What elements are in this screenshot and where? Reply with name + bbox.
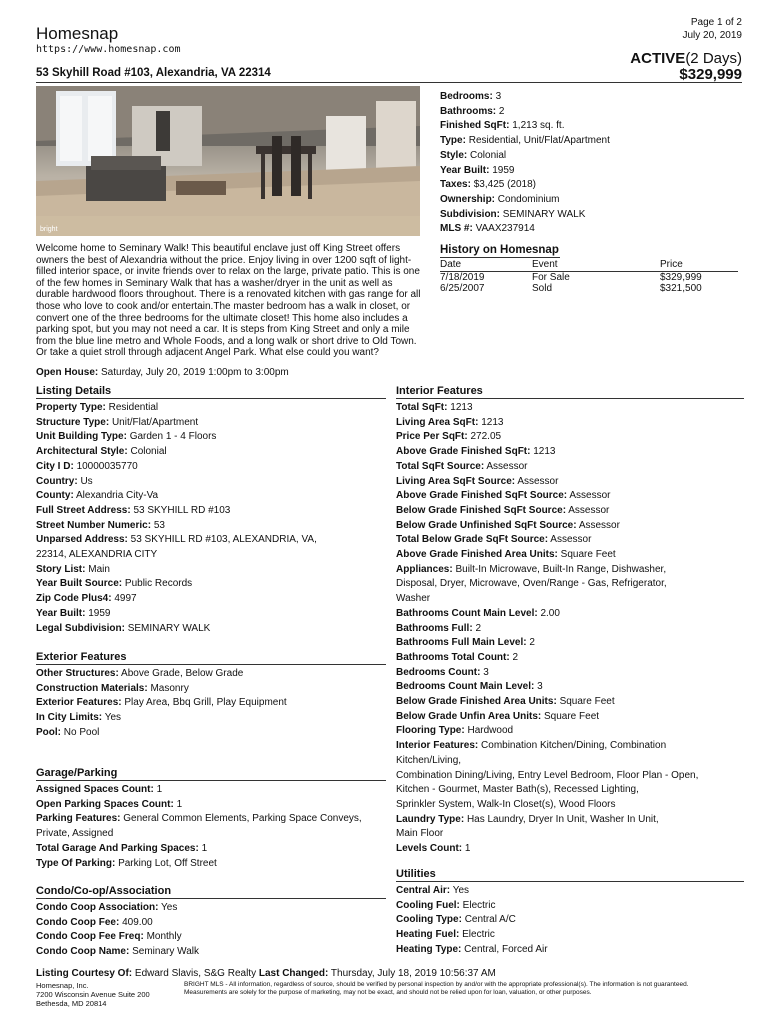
detail-value: SEMINARY WALK [502, 208, 586, 220]
detail-value: 22314, ALEXANDRIA CITY [36, 549, 158, 561]
page-info [683, 16, 743, 42]
utilities-section [396, 868, 744, 958]
detail-row [36, 667, 386, 682]
detail-row [396, 769, 744, 784]
last-changed-label: Last Changed: [258, 968, 329, 979]
detail-label: Legal Subdivision: [36, 622, 125, 634]
detail-label: Heating Type: [396, 943, 462, 955]
detail-value: Residential [108, 402, 159, 413]
detail-row [396, 548, 744, 563]
detail-row [36, 622, 386, 637]
detail-value: Assessor [550, 534, 592, 546]
detail-value: Combination Kitchen/Dining, Combination [481, 740, 667, 752]
detail-label: Unparsed Address: [36, 534, 128, 546]
status-days: (2 Days) [685, 50, 742, 67]
detail-value: SEMINARY WALK [127, 622, 211, 634]
detail-label: Below Grade Finished SqFt Source: [396, 504, 567, 516]
open-house-value: Saturday, July 20, 2019 1:00pm to 3:00pm [101, 367, 289, 378]
detail-row [36, 577, 386, 592]
detail-label: Type Of Parking: [36, 857, 116, 869]
utilities-title: Utilities [396, 868, 744, 882]
detail-value: Public Records [124, 578, 193, 590]
detail-value: 3 [495, 91, 502, 102]
detail-row [36, 489, 386, 504]
detail-row [396, 798, 744, 813]
disclaimer-line: BRIGHT MLS - All information, regardless of source, should be verified by personal inspection by and/or with the appropriate professional(s). The information is not guaranteed. [184, 981, 689, 988]
detail-label: Exterior Features: [36, 697, 122, 709]
detail-value: 2 [529, 637, 535, 649]
page-number: Page 1 of 2 [690, 17, 742, 28]
detail-label: Bathrooms: [440, 105, 497, 117]
detail-value: Monthly [146, 931, 182, 943]
detail-value: Colonial [470, 149, 507, 161]
detail-label: Appliances: [396, 563, 453, 575]
detail-value: Central, Forced Air [464, 943, 548, 955]
detail-row [36, 416, 386, 431]
history-header-row [440, 259, 738, 272]
detail-row [440, 134, 610, 149]
detail-label: Living Area SqFt: [396, 416, 479, 428]
detail-row [396, 416, 744, 431]
detail-row [36, 901, 386, 916]
detail-label: Bedrooms: [440, 91, 493, 102]
detail-row [396, 592, 744, 607]
detail-value: 3 [483, 666, 489, 678]
detail-label: Type: [440, 135, 466, 147]
detail-row [396, 754, 744, 769]
detail-value: 2 [475, 622, 482, 634]
detail-value: 272.05 [470, 431, 502, 443]
detail-value: Main Floor [396, 828, 444, 840]
listing-details-title: Listing Details [36, 385, 386, 399]
detail-value: Washer [396, 593, 431, 605]
detail-label: Year Built Source: [36, 578, 123, 590]
detail-row [396, 724, 744, 739]
detail-row [396, 519, 744, 534]
detail-row [396, 842, 744, 857]
detail-label: MLS #: [440, 223, 473, 235]
detail-value: Kitchen/Living, [396, 754, 462, 766]
detail-label: Subdivision: [440, 208, 500, 220]
detail-row [396, 899, 744, 914]
detail-label: Other Structures: [36, 668, 119, 679]
detail-row [36, 445, 386, 460]
history-event: For Sale [532, 271, 570, 283]
history-date: 7/18/2019 [440, 271, 485, 283]
detail-label: Ownership: [440, 193, 496, 205]
detail-value: Assessor [568, 504, 610, 516]
detail-label: Zip Code Plus4: [36, 593, 112, 605]
detail-row [396, 913, 744, 928]
detail-value: Disposal, Dryer, Microwave, Oven/Range - Gas, Refrigerator, [396, 578, 667, 590]
history-title: History on Homesnap [440, 244, 559, 256]
detail-row [440, 105, 610, 120]
detail-label: Cooling Fuel: [396, 899, 460, 911]
interior-features-title: Interior Features [396, 385, 744, 399]
detail-label: Construction Materials: [36, 682, 148, 694]
detail-value: Square Feet [560, 549, 616, 561]
detail-label: Bathrooms Full: [396, 622, 473, 634]
history-header-price: Price [660, 259, 683, 270]
detail-row [396, 577, 744, 592]
print-date: July 20, 2019 [682, 30, 742, 41]
detail-row [396, 884, 744, 899]
detail-value: Electric [462, 929, 495, 941]
detail-label: Laundry Type: [396, 813, 465, 825]
detail-value: 2 [512, 651, 519, 663]
detail-value: 1213 [533, 446, 556, 458]
detail-label: Below Grade Unfin Area Units: [396, 710, 542, 722]
detail-row [440, 164, 610, 179]
detail-row [396, 651, 744, 666]
detail-row [396, 783, 744, 798]
history-event: Sold [532, 283, 553, 294]
exterior-features-title: Exterior Features [36, 651, 386, 665]
detail-value: Alexandria City-Va [76, 490, 159, 502]
detail-value: 1 [201, 842, 208, 854]
detail-row [396, 533, 744, 548]
detail-value: Square Feet [544, 710, 600, 722]
detail-row [396, 622, 744, 637]
detail-label: Country: [36, 475, 78, 487]
detail-value: 3 [537, 681, 543, 693]
detail-value: Yes [161, 902, 178, 913]
detail-label: Below Grade Unfinished SqFt Source: [396, 519, 577, 531]
detail-value: $3,425 (2018) [473, 179, 537, 191]
detail-label: Style: [440, 149, 468, 161]
detail-row [396, 827, 744, 842]
detail-row [396, 430, 744, 445]
detail-label: Finished SqFt: [440, 120, 510, 132]
garage-parking-title: Garage/Parking [36, 767, 386, 781]
detail-value: 2.00 [540, 607, 560, 619]
detail-value: VAAX237914 [475, 223, 535, 235]
detail-label: Condo Coop Fee: [36, 916, 120, 928]
detail-label: Total SqFt: [396, 402, 448, 413]
detail-value: 1 [464, 843, 471, 855]
last-changed-value: Thursday, July 18, 2019 10:56:37 AM [330, 968, 496, 979]
detail-label: Story List: [36, 563, 86, 575]
detail-row [36, 726, 386, 741]
detail-row [36, 827, 386, 842]
detail-row [440, 119, 610, 134]
detail-value: Has Laundry, Dryer In Unit, Washer In Unit, [466, 813, 659, 825]
detail-row [396, 695, 744, 710]
detail-label: Cooling Type: [396, 914, 462, 926]
detail-value: 1,213 sq. ft. [512, 120, 565, 132]
detail-label: Assigned Spaces Count: [36, 784, 154, 795]
detail-row [36, 519, 386, 534]
detail-value: 1213 [450, 402, 473, 413]
detail-row [36, 548, 386, 563]
detail-value: Electric [462, 899, 496, 911]
listing-courtesy [36, 968, 496, 979]
history-date: 6/25/2007 [440, 283, 485, 294]
detail-row [396, 928, 744, 943]
listing-details-section [36, 385, 386, 636]
detail-value: Us [80, 475, 93, 487]
detail-value: Combination Dining/Living, Entry Level Bedroom, Floor Plan - Open, [396, 769, 699, 781]
detail-row [36, 607, 386, 622]
detail-row [36, 812, 386, 827]
detail-label: Flooring Type: [396, 725, 465, 737]
detail-label: Bedrooms Count: [396, 666, 481, 678]
listing-status [630, 50, 742, 67]
detail-value: 1959 [492, 164, 515, 176]
detail-value: Seminary Walk [132, 946, 199, 958]
detail-label: In City Limits: [36, 712, 103, 724]
detail-label: Bedrooms Count Main Level: [396, 681, 535, 693]
detail-label: Bathrooms Count Main Level: [396, 607, 538, 619]
detail-row [396, 475, 744, 490]
detail-label: Condo Coop Association: [36, 902, 159, 913]
detail-row [396, 401, 744, 416]
history-header-event: Event [532, 259, 558, 270]
detail-row [36, 696, 386, 711]
detail-label: Bathrooms Total Count: [396, 651, 510, 663]
detail-value: Central A/C [464, 914, 516, 926]
detail-value: 53 SKYHILL RD #103, ALEXANDRIA, VA, [130, 534, 317, 546]
detail-value: 53 SKYHILL RD #103 [133, 504, 231, 516]
property-address: 53 Skyhill Road #103, Alexandria, VA 22314 [36, 67, 271, 79]
detail-label: Condo Coop Name: [36, 946, 130, 958]
disclaimer-line: Measurements are solely for the purpose of marketing, may not be exact, and should not be relied upon for loan, valuation, or other purposes. [184, 989, 592, 996]
detail-row [36, 916, 386, 931]
detail-label: Heating Fuel: [396, 929, 460, 941]
detail-row [36, 930, 386, 945]
detail-row [396, 739, 744, 754]
header-divider [36, 82, 742, 83]
detail-label: Year Built: [36, 607, 86, 619]
history-row [440, 272, 738, 284]
detail-label: Total SqFt Source: [396, 460, 485, 472]
detail-row [396, 680, 744, 695]
detail-value: Sprinkler System, Walk-In Closet(s), Wood Floors [396, 798, 616, 810]
detail-row [36, 401, 386, 416]
detail-value: Main [88, 563, 110, 575]
listing-price: $329,999 [679, 66, 742, 83]
detail-value: Garden 1 - 4 Floors [129, 431, 217, 443]
detail-value: 10000035770 [76, 460, 138, 472]
detail-label: City I D: [36, 460, 74, 472]
detail-value: Condominium [497, 193, 560, 205]
detail-row [36, 592, 386, 607]
detail-row [396, 445, 744, 460]
detail-label: Year Built: [440, 164, 490, 176]
detail-row [440, 193, 610, 208]
detail-value: Square Feet [559, 696, 615, 708]
detail-row [396, 607, 744, 622]
detail-value: Unit/Flat/Apartment [111, 416, 199, 428]
detail-label: Architectural Style: [36, 446, 128, 458]
detail-row [396, 460, 744, 475]
detail-label: Parking Features: [36, 813, 121, 825]
detail-row [36, 711, 386, 726]
condo-section [36, 885, 386, 960]
exterior-features-section [36, 651, 386, 741]
detail-value: 1959 [88, 607, 111, 619]
detail-row [36, 430, 386, 445]
detail-value: Hardwood [467, 725, 514, 737]
detail-value: Kitchen - Gourmet, Master Bath(s), Recessed Lighting, [396, 784, 639, 796]
detail-label: Taxes: [440, 179, 471, 191]
detail-label: Living Area SqFt Source: [396, 475, 516, 487]
detail-value: 2 [498, 105, 505, 117]
photo-watermark: bright [40, 226, 58, 233]
detail-label: Pool: [36, 726, 61, 738]
open-house [36, 367, 289, 378]
detail-row [36, 682, 386, 697]
detail-value: No Pool [63, 726, 100, 738]
condo-title: Condo/Co-op/Association [36, 885, 386, 899]
key-facts [440, 90, 610, 237]
detail-row [36, 945, 386, 960]
detail-row [396, 489, 744, 504]
detail-value: Yes [452, 885, 470, 896]
property-description: Welcome home to Seminary Walk! This beautiful enclave just off King Street offers owners the best of Alexandria without the price. Enjoy living in over 1200 sqft of light-filled interior space, or invite friends over to relax on the large, private patio. This is one of the few homes in Seminary Walk that has a washer/dryer in the unit as well as durable hardwood floors throughout. There is a renovated kitchen with gas range for all those who love to cook and/or entertain.The master bedroom has a walk in closet, or convert one of the three bedrooms for the ultimate closet! This home also includes a parking spot, but you may not need a car. It is steps from King Street and only a mile from the blue line metro and Whole Foods, and a long walk or short drive to Old Town. Or take a quiet stroll through adjacent Angel Park. What else could you want? [36, 243, 421, 359]
detail-row [36, 842, 386, 857]
detail-row [36, 475, 386, 490]
detail-value: 1213 [481, 416, 504, 428]
detail-label: Price Per SqFt: [396, 431, 468, 443]
open-house-label: Open House: [36, 367, 99, 378]
courtesy-value: Edward Slavis, S&G Realty [134, 968, 257, 979]
garage-parking-section [36, 767, 386, 871]
detail-row [440, 178, 610, 193]
detail-value: Private, Assigned [36, 828, 114, 840]
detail-value: Colonial [130, 446, 167, 458]
interior-features-section [396, 385, 744, 857]
detail-value: Assessor [517, 475, 559, 487]
detail-row [396, 636, 744, 651]
detail-label: Condo Coop Fee Freq: [36, 931, 144, 943]
detail-value: Play Area, Bbq Grill, Play Equipment [124, 697, 287, 709]
detail-row [36, 460, 386, 475]
detail-value: Parking Lot, Off Street [118, 857, 217, 869]
detail-value: General Common Elements, Parking Space Conveys, [123, 813, 362, 825]
brand-name: Homesnap [36, 24, 119, 43]
detail-label: Above Grade Finished SqFt: [396, 446, 531, 458]
detail-label: Unit Building Type: [36, 431, 127, 443]
detail-label: County: [36, 490, 74, 502]
detail-row [396, 943, 744, 958]
detail-row [396, 710, 744, 725]
detail-label: Street Number Numeric: [36, 519, 152, 531]
history-row [440, 283, 738, 295]
detail-value: Residential, Unit/Flat/Apartment [468, 135, 610, 147]
detail-label: Structure Type: [36, 416, 110, 428]
history-table [440, 259, 738, 295]
detail-value: Assessor [578, 519, 620, 531]
detail-value: 409.00 [122, 916, 153, 928]
courtesy-label: Listing Courtesy Of: [36, 968, 133, 979]
detail-row [36, 533, 386, 548]
company-street: 7200 Wisconsin Avenue Suite 200 [36, 990, 150, 999]
site-url[interactable]: https://www.homesnap.com [36, 44, 181, 55]
detail-row [440, 222, 610, 237]
detail-row [36, 857, 386, 872]
detail-label: Total Garage And Parking Spaces: [36, 842, 199, 854]
detail-row [440, 90, 610, 105]
detail-row [396, 666, 744, 681]
detail-label: Property Type: [36, 402, 106, 413]
detail-label: Bathrooms Full Main Level: [396, 637, 527, 649]
company-name: Homesnap, Inc. [36, 981, 89, 990]
detail-label: Open Parking Spaces Count: [36, 798, 174, 810]
detail-row [396, 504, 744, 519]
detail-value: 4997 [114, 593, 137, 605]
detail-label: Full Street Address: [36, 504, 131, 516]
mls-disclaimer [184, 981, 744, 997]
detail-row [396, 563, 744, 578]
detail-row [440, 149, 610, 164]
detail-value: 1 [176, 798, 183, 810]
detail-value: Above Grade, Below Grade [121, 668, 244, 679]
detail-value: Built-In Microwave, Built-In Range, Dishwasher, [455, 563, 667, 575]
detail-row [36, 783, 386, 798]
status-text: ACTIVE [630, 50, 686, 67]
history-header-date: Date [440, 259, 462, 270]
company-city: Bethesda, MD 20814 [36, 999, 107, 1008]
detail-value: Assessor [486, 460, 528, 472]
detail-label: Levels Count: [396, 843, 463, 855]
detail-value: Masonry [150, 682, 189, 694]
detail-value: 1 [156, 784, 163, 795]
detail-label: Above Grade Finished Area Units: [396, 549, 558, 561]
detail-row [36, 563, 386, 578]
history-price: $321,500 [660, 283, 702, 294]
detail-label: Central Air: [396, 885, 451, 896]
detail-row [36, 798, 386, 813]
company-address [36, 981, 150, 1008]
detail-label: Interior Features: [396, 740, 479, 752]
property-photo [36, 86, 420, 236]
detail-value: 53 [153, 519, 165, 531]
detail-value: Assessor [569, 490, 611, 502]
detail-row [396, 813, 744, 828]
detail-value: Yes [104, 712, 122, 724]
detail-label: Above Grade Finished SqFt Source: [396, 490, 568, 502]
history-price: $329,999 [660, 271, 702, 283]
detail-row [440, 208, 610, 223]
detail-label: Below Grade Finished Area Units: [396, 696, 557, 708]
detail-row [36, 504, 386, 519]
detail-label: Total Below Grade SqFt Source: [396, 534, 549, 546]
